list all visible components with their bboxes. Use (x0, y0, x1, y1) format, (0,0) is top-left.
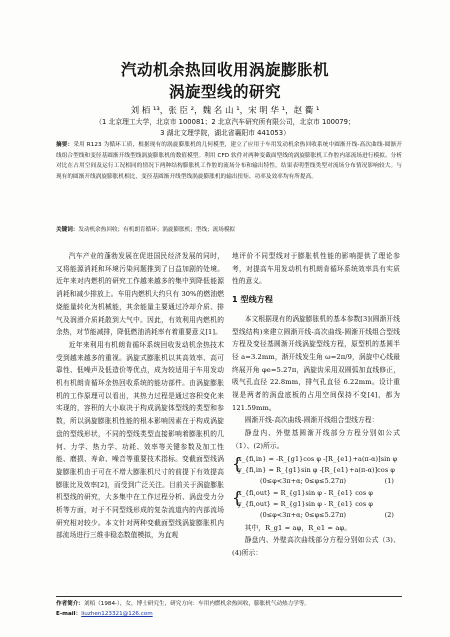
equation-2-number: (2) (384, 510, 394, 519)
section-heading: 1 型线方程 (232, 295, 273, 305)
equation-1-line-1: x_{fi,in} = -R_{g1}cos φ -[R_{e1}+a(π-α)]sin φ (238, 454, 398, 463)
keywords (56, 225, 402, 235)
author-bio-label: 作者简介： (56, 601, 84, 607)
footnote-divider (56, 596, 402, 597)
author-bio-text: 刘栢（1984-），女，博士研究生，研究方向：车用内燃机余热回收，膨胀机气动热力学等。 (83, 601, 311, 607)
paper-title-line1: 汽动机余热回收用涡旋膨胀机 (120, 61, 329, 79)
equation-1-line-2: y_{fi,in} = R_{g1}sin φ -[R_{e1}+a(π-α)]cos φ (238, 465, 395, 474)
paper-title-line2: 涡旋型线的研究 (168, 83, 281, 101)
email-label: E-mail： (56, 611, 82, 617)
equation-1 (232, 454, 400, 487)
keywords-label: 关键词： (56, 227, 79, 233)
affiliation-line1: （1 北京理工大学，北京市 100081；2 北京汽车研究所有限公司，北京市 100079； (95, 118, 355, 126)
equation-brace: { (232, 487, 243, 507)
keywords-text: 发动机余热回收；有机朗肯循环；涡旋膨胀机；型线；流场模拟 (78, 227, 236, 233)
left-column (56, 250, 224, 542)
abstract-text: 采用 R123 为循环工质，根据现有的涡旋膨胀机的几何模型，建立了应用于车用发动机余热回收系统中圆渐开线-高次曲线-圆渐开线组合型线和变径基圆渐开线型线涡旋膨胀机的数值模型。利用 CFD 软件对两种变截面型线的涡旋膨胀机工作腔内部流场进行模拟。分析对比在占用空间及运行工况相同的情况下两种结构膨胀机工作腔的流场分布和输出特性。结果表明型线类型对流场分布情况影响较大。与现有的圆渐开线涡旋膨胀机相比，变径基圆渐开线型线涡旋膨胀机的输出扭矩、功率及效率均有所提高。 (56, 142, 402, 180)
equation-brace: { (232, 453, 243, 473)
equation-2-condition: (0≤φ<3π+α; 0≤φ≤5.27π) (260, 510, 347, 519)
equation-2-line-1: x_{fi,out} = R_{g1}sin φ - R_{e1} cos φ (238, 488, 373, 497)
intro-paragraph-2: 近年来利用有机朗肯循环系统回收发动机余热技术受到越来越多的重视。涡旋式膨胀机以其高效率、高可靠性、低噪声及低造价等优点，成为较适用于车用发动机有机朗肯循环余热回收系统的能功部件。由涡旋膨胀机的工作原理可以看出，其热力过程是通过容积变化来实现的，容积的大小取决于构成涡旋体型线的类型和参数，所以涡旋膨胀机性能的根本影响因素在于构成涡旋盘的型线形状，不同的型线类型直接影响着膨胀机的几何、力学、热力学、功耗、效率等关键参数及加工性能、磨损、寿命、噪音等重要技术指标。变截面型线涡旋膨胀机由于可在不增大膨胀机尺寸的前提下有效提高膨胀比及效率[2]，而受到广泛关注。目前关于涡旋膨胀机型线的研究，大多集中在工作过程分析、涡盘受力分析等方面，对于不同型线形成的复杂流道内的内部流场研究相对较少。本文针对两种变截面型线涡旋膨胀机内部流场进行三维非稳态数值模拟，为直观 (56, 340, 224, 540)
equation-1-number: (1) (384, 476, 394, 485)
section-paragraph-2: 圆渐开线-高次曲线-圆渐开线组合型线方程： (244, 416, 379, 425)
equation-2 (232, 488, 400, 521)
email-footnote (56, 610, 402, 619)
abstract-label: 摘要： (56, 142, 74, 148)
equation-1-condition: (0≤φ<3π+α; 0≤φ≤5.27π) (260, 476, 347, 485)
section-paragraph-1: 本文根据现有的涡旋膨胀机的基本参数[3](圆渐开线型线结构)来建立圆渐开线-高次曲线-圆渐开线组合型线方程及变径基圆渐开线涡旋型线方程，原型机的基圆半径 a=3.2mm，渐开线发生角 ω=2π/9，涡旋中心线最终展开角 φe=5.27π，涡旋齿采用双圆弧加直线修正，吸气孔直径 22.8mm，排气孔直径 6.22mm。设计重视是两者的涡盘底板的占用空间保持不变[4]，都为 121.59mm。 (232, 314, 400, 412)
right-column (232, 250, 400, 560)
affiliation-line2: 3 湖北文理学院，湖北省襄阳市 441053） (160, 129, 290, 137)
author-bio-footnote (56, 600, 402, 609)
abstract (56, 140, 402, 182)
author-list: 刘 栢 ¹³，张 臣 ²，魏 名 山 ¹，宋 明 华 ¹，赵 衢 ¹ (130, 106, 320, 116)
section-paragraph-4: 其中，R_g1 = aφ，R_e1 = aφ。 (244, 523, 352, 532)
intro-paragraph-1: 汽车产业的蓬勃发展在促进国民经济发展的同时，又将能源消耗和环境污染问题推到了日益加剧的处境。近年来对内燃机的研究工作越来越多的集中到降低能源消耗和减少排放上。车用内燃机大约只有 30%的燃油燃烧能量转化为机械能，其余能量主要通过冷却介质、排气及润滑介质耗散到大气中。因此，有效利用内燃机的余热，对节能减排，降低燃油消耗率有着重要意义[1]。 (56, 252, 224, 337)
section-paragraph-3: 静盘内、外壁基圆渐开线部分方程分别如公式（1）、(2)所示。 (232, 429, 400, 450)
section-paragraph-5: 静盘内、外壁高次曲线部分方程分别如公式（3)、(4)所示： (232, 536, 400, 557)
equation-2-line-2: y_{fi,out} = R_{g1}sin φ - R_{e1} cos φ (238, 499, 373, 508)
intro-paragraph-continued: 地评价不同型线对于膨胀机性能的影响提供了理论参考，对提高车用发动机有机朗肯循环系统效率具有实质性的意义。 (232, 252, 400, 286)
email-link[interactable]: liuzhen123321@126.com (81, 611, 153, 617)
